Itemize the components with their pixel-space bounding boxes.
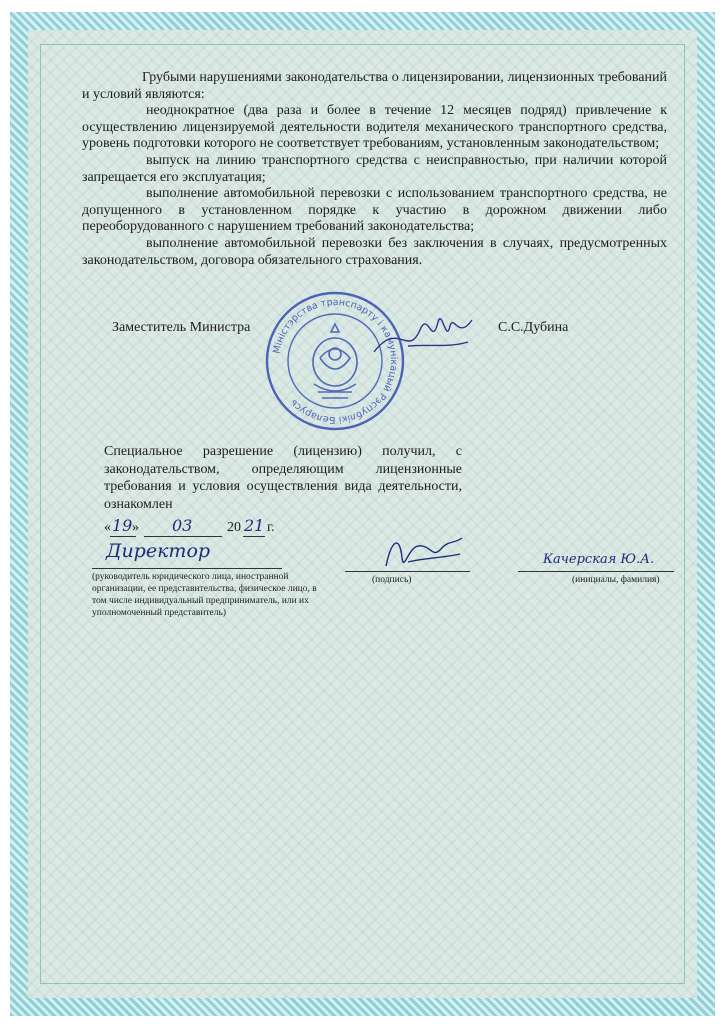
signer-name: С.С.Дубина	[498, 320, 569, 335]
violations-block	[82, 70, 667, 269]
recipient-signature	[378, 528, 468, 574]
emblem-icon	[313, 324, 357, 398]
date-day: 19	[112, 516, 133, 535]
date-suffix: г.	[267, 520, 275, 535]
acknowledgement-date	[104, 518, 304, 538]
acknowledgement-text: Специальное разрешение (лицензию) получил, с законодательством, определяющим лицензионные требования и условия осуществления вида деятельности, ознакомлен	[104, 444, 462, 512]
violation-item-4: выполнение автомобильной перевозки без заключения в случаях, предусмотренных законодательством, договора обязательного страхования.	[82, 235, 667, 268]
violation-item-2: выпуск на линию транспортного средства с неисправностью, при наличии которой запрещается его эксплуатация;	[82, 152, 667, 185]
violation-item-1: неоднократное (два раза и более в течение 12 месяцев подряд) привлечение к осуществлению лицензируемой деятельности водителя механического транспортного средства, уровень подготовки которого не соответствует требованиям, установленным законодательством;	[82, 103, 667, 152]
date-month: 03	[172, 516, 193, 535]
violation-item-3: выполнение автомобильной перевозки с использованием транспортного средства, не допущенного в установленном порядке к участию в дорожном движении либо переоборудованного с нарушением требований законодательства;	[82, 186, 667, 235]
name-caption: (инициалы, фамилия)	[572, 575, 660, 585]
date-close-quote: »	[132, 520, 139, 535]
stamp-text: Міністэрства транспарту і камунікацый Рэспублікі Беларусь	[271, 296, 400, 426]
date-year: 21	[244, 516, 265, 535]
name-line	[518, 571, 674, 572]
name-handwritten: Качерская Ю.А.	[543, 552, 655, 567]
signer-position: Заместитель Министра	[112, 320, 251, 335]
signature-line	[345, 571, 470, 572]
minister-signature	[368, 300, 478, 370]
intro-paragraph: Грубыми нарушениями законодательства о лицензировании, лицензионных требований и условий являются:	[82, 70, 667, 102]
role-caption: (руководитель юридического лица, иностранной организации, ее представительства, физическое лицо, в том числе индивидуальный предприниматель, или их уполномоченный представитель)	[92, 572, 317, 618]
role-handwritten: Директор	[106, 540, 211, 562]
date-year-prefix: 20	[227, 520, 241, 535]
signature-caption: (подпись)	[372, 575, 412, 585]
role-line	[92, 568, 282, 569]
date-open-quote: «	[104, 520, 111, 535]
